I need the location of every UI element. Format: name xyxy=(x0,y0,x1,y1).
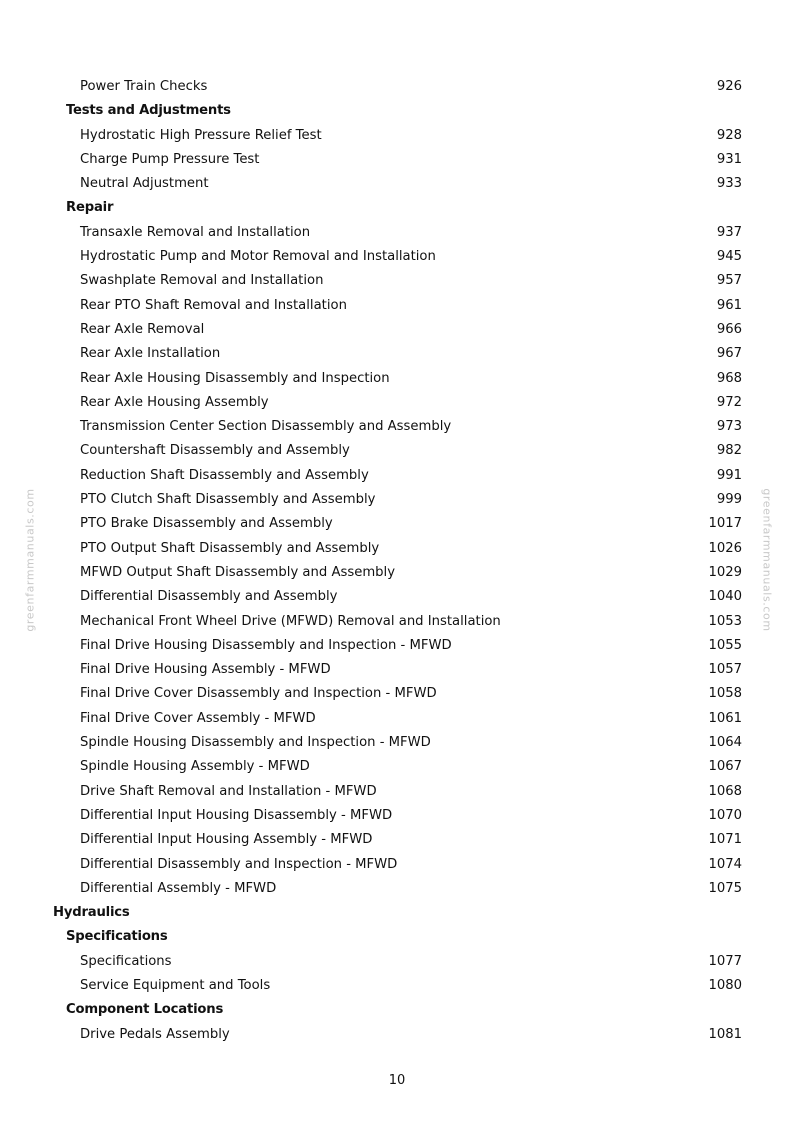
toc-entry-title: Rear Axle Removal xyxy=(80,321,205,337)
toc-entry-page: 972 xyxy=(716,394,742,410)
toc-entry[interactable] xyxy=(0,124,794,148)
toc-entry-page: 1070 xyxy=(708,807,742,823)
toc-entry[interactable] xyxy=(0,488,794,512)
toc-entry[interactable] xyxy=(0,294,794,318)
toc-entry-title: Rear PTO Shaft Removal and Installation xyxy=(80,297,347,313)
toc-entry-title: Swashplate Removal and Installation xyxy=(80,273,324,289)
toc-entry[interactable] xyxy=(0,828,794,852)
toc-entry[interactable] xyxy=(0,561,794,585)
toc-entry-page: 928 xyxy=(716,127,742,143)
toc-entry-title: Mechanical Front Wheel Drive (MFWD) Removal and Installation xyxy=(80,613,501,629)
toc-entry-title: Drive Pedals Assembly xyxy=(80,1026,230,1042)
toc-entry[interactable] xyxy=(0,658,794,682)
watermark-right: greenfarmmanuals.com xyxy=(760,488,774,632)
watermark-left: greenfarmmanuals.com xyxy=(23,488,37,632)
toc-entry-title: PTO Output Shaft Disassembly and Assembly xyxy=(80,540,380,556)
toc-entry-page: 931 xyxy=(716,151,742,167)
toc-entry[interactable] xyxy=(0,537,794,561)
toc-entry[interactable] xyxy=(0,950,794,974)
toc-entry[interactable] xyxy=(0,780,794,804)
toc-entry-page: 961 xyxy=(716,297,742,313)
toc-entry[interactable] xyxy=(0,853,794,877)
toc-entry-title: Differential Input Housing Assembly - MFWD xyxy=(80,832,373,848)
toc-entry-title: Repair xyxy=(66,200,114,216)
toc-entry-title: PTO Brake Disassembly and Assembly xyxy=(80,516,333,532)
toc-entry-title: Final Drive Cover Disassembly and Inspection - MFWD xyxy=(80,686,437,702)
toc-entry-title: Hydrostatic High Pressure Relief Test xyxy=(80,127,322,143)
toc-entry[interactable] xyxy=(0,877,794,901)
toc-entry-page: 1068 xyxy=(708,783,742,799)
toc-entry-title: Component Locations xyxy=(66,1002,224,1018)
toc-entry[interactable] xyxy=(0,1023,794,1047)
toc-entry-title: Hydraulics xyxy=(53,905,130,921)
toc-entry[interactable] xyxy=(0,221,794,245)
toc-entry-title: Hydrostatic Pump and Motor Removal and Installation xyxy=(80,249,436,265)
toc-entry[interactable] xyxy=(0,707,794,731)
toc-section-heading xyxy=(0,99,794,123)
toc-entry-page: 968 xyxy=(716,370,742,386)
page-number: 10 xyxy=(388,1073,406,1088)
toc-entry[interactable] xyxy=(0,75,794,99)
toc-entry-page: 1080 xyxy=(708,977,742,993)
toc-entry[interactable] xyxy=(0,634,794,658)
toc-entry-title: Spindle Housing Disassembly and Inspection - MFWD xyxy=(80,735,431,751)
toc-entry-page: 973 xyxy=(716,419,742,435)
toc-entry-title: Differential Disassembly and Inspection - MFWD xyxy=(80,856,398,872)
toc-entry-title: PTO Clutch Shaft Disassembly and Assembly xyxy=(80,492,376,508)
toc-section-heading xyxy=(0,998,794,1022)
toc-entry-page: 937 xyxy=(716,224,742,240)
toc-entry[interactable] xyxy=(0,367,794,391)
toc-entry-page: 1040 xyxy=(708,589,742,605)
toc-entry-title: Countershaft Disassembly and Assembly xyxy=(80,443,350,459)
toc-entry[interactable] xyxy=(0,974,794,998)
toc-entry-page: 982 xyxy=(716,443,742,459)
toc-entry-page: 1077 xyxy=(708,953,742,969)
toc-entry[interactable] xyxy=(0,439,794,463)
toc-entry-title: Final Drive Cover Assembly - MFWD xyxy=(80,710,316,726)
toc-entry-page: 991 xyxy=(716,467,742,483)
toc-entry[interactable] xyxy=(0,172,794,196)
toc-entry-page: 1026 xyxy=(708,540,742,556)
toc-entry-title: MFWD Output Shaft Disassembly and Assembly xyxy=(80,564,395,580)
toc-entry-page: 967 xyxy=(716,346,742,362)
toc-entry-page: 926 xyxy=(716,79,742,94)
toc-entry-title: Rear Axle Installation xyxy=(80,346,221,362)
toc-entry-page: 999 xyxy=(716,492,742,508)
toc-entry-title: Transmission Center Section Disassembly and Assembly xyxy=(80,419,452,435)
toc-entry-page: 1055 xyxy=(708,637,742,653)
toc-entry-title: Final Drive Housing Disassembly and Inspection - MFWD xyxy=(80,637,452,653)
toc-entry[interactable] xyxy=(0,245,794,269)
toc-entry[interactable] xyxy=(0,731,794,755)
toc-entry-page: 933 xyxy=(716,176,742,192)
toc-entry[interactable] xyxy=(0,682,794,706)
toc-entry[interactable] xyxy=(0,755,794,779)
toc-entry[interactable] xyxy=(0,804,794,828)
toc-entry-title: Specifications xyxy=(66,929,168,945)
toc-entry-page: 1071 xyxy=(708,832,742,848)
toc-entry-page: 1064 xyxy=(708,735,742,751)
toc-entry[interactable] xyxy=(0,585,794,609)
toc-entry-title: Neutral Adjustment xyxy=(80,176,209,192)
toc-entry[interactable] xyxy=(0,464,794,488)
toc-entry-title: Drive Shaft Removal and Installation - MFWD xyxy=(80,783,377,799)
toc-entry-page: 966 xyxy=(716,321,742,337)
toc-entry-title: Transaxle Removal and Installation xyxy=(80,224,311,240)
toc-entry-page: 1057 xyxy=(708,662,742,678)
toc-entry-title: Spindle Housing Assembly - MFWD xyxy=(80,759,310,775)
toc-entry[interactable] xyxy=(0,391,794,415)
toc-entry-page: 1081 xyxy=(708,1026,742,1042)
toc-entry[interactable] xyxy=(0,415,794,439)
toc-entry[interactable] xyxy=(0,269,794,293)
toc-entry-title: Differential Disassembly and Assembly xyxy=(80,589,338,605)
toc-section-heading xyxy=(0,901,794,925)
toc-entry-page: 1058 xyxy=(708,686,742,702)
toc-entry[interactable] xyxy=(0,318,794,342)
toc-entry-title: Final Drive Housing Assembly - MFWD xyxy=(80,662,331,678)
toc-entry-title: Charge Pump Pressure Test xyxy=(80,151,260,167)
toc-entry[interactable] xyxy=(0,342,794,366)
toc-section-heading xyxy=(0,925,794,949)
toc-entry-page: 1074 xyxy=(708,856,742,872)
toc-entry-page: 1053 xyxy=(708,613,742,629)
toc-entry-page: 1029 xyxy=(708,564,742,580)
toc-entry[interactable] xyxy=(0,512,794,536)
toc-entry[interactable] xyxy=(0,610,794,634)
toc-entry-title: Differential Assembly - MFWD xyxy=(80,880,277,896)
toc-entry-title: Tests and Adjustments xyxy=(66,103,231,119)
toc-entry-title: Differential Input Housing Disassembly - MFWD xyxy=(80,807,393,823)
toc-entry-page: 957 xyxy=(716,273,742,289)
table-of-contents xyxy=(0,75,794,1047)
toc-entry-title: Specifications xyxy=(80,953,172,969)
toc-entry-page: 1075 xyxy=(708,880,742,896)
toc-entry-title: Service Equipment and Tools xyxy=(80,977,271,993)
toc-entry[interactable] xyxy=(0,148,794,172)
toc-entry-page: 945 xyxy=(716,249,742,265)
toc-entry-title: Power Train Checks xyxy=(80,79,208,94)
toc-entry-title: Rear Axle Housing Disassembly and Inspection xyxy=(80,370,390,386)
toc-entry-title: Rear Axle Housing Assembly xyxy=(80,394,269,410)
toc-entry-page: 1017 xyxy=(708,516,742,532)
toc-entry-page: 1067 xyxy=(708,759,742,775)
toc-section-heading xyxy=(0,196,794,220)
toc-entry-page: 1061 xyxy=(708,710,742,726)
toc-entry-title: Reduction Shaft Disassembly and Assembly xyxy=(80,467,369,483)
